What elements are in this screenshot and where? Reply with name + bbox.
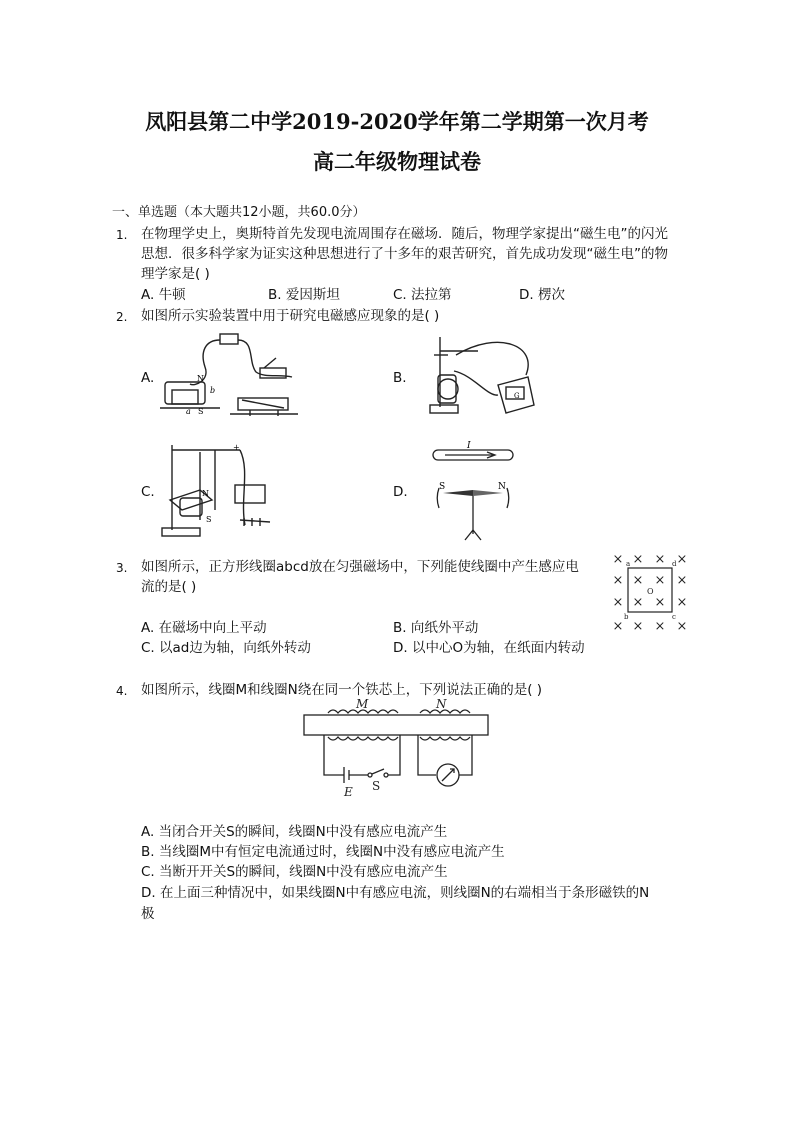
q3-line-1: 如图所示，正方形线圈abcd放在匀强磁场中，下列能使线圈中产生感应电 bbox=[141, 559, 579, 575]
q3-option-a: A. 在磁场中向上平动 bbox=[141, 620, 267, 636]
q4-number: 4. bbox=[116, 684, 128, 698]
label-s: S bbox=[372, 779, 381, 793]
label-a: a bbox=[626, 560, 631, 568]
q1-line-1: 在物理学史上，奥斯特首先发现电流周围存在磁场．随后，物理学家提出“磁生电”的闪光 bbox=[141, 226, 668, 242]
cross-mark: × bbox=[612, 573, 624, 588]
label-s: S bbox=[206, 515, 212, 524]
q1-option-d: D. 楞次 bbox=[519, 287, 565, 303]
label-a: a bbox=[186, 407, 191, 416]
label-s: S bbox=[439, 482, 446, 492]
label-s: S bbox=[198, 407, 204, 416]
page-title: 凤阳县第二中学2019-2020学年第二学期第一次月考 bbox=[145, 109, 649, 134]
q1-line-3: 理学家是( ) bbox=[141, 266, 210, 282]
q4-option-b: B. 当线圈M中有恒定电流通过时，线圈N中没有感应电流产生 bbox=[141, 844, 505, 860]
cross-mark: × bbox=[676, 552, 688, 567]
label-plus: + bbox=[233, 443, 240, 452]
label-o: O bbox=[647, 587, 654, 596]
q3-figure bbox=[608, 548, 692, 634]
q2-option-c: C. bbox=[141, 484, 155, 500]
q1-option-a: A. 牛顿 bbox=[141, 287, 186, 303]
label-g: G bbox=[514, 392, 520, 400]
q4-option-c: C. 当断开开关S的瞬间，线圈N中没有感应电流产生 bbox=[141, 864, 448, 880]
label-e: E bbox=[344, 785, 353, 799]
q1-option-c: C. 法拉第 bbox=[393, 287, 452, 303]
q3-option-c: C. 以ad边为轴，向纸外转动 bbox=[141, 640, 311, 656]
q2-option-d: D. bbox=[393, 484, 408, 500]
section-heading: 一、单选题（本大题共12小题，共60.0分） bbox=[112, 205, 366, 220]
label-c: c bbox=[672, 613, 676, 621]
q4-figure bbox=[300, 697, 492, 801]
q2-figure-d bbox=[425, 438, 525, 548]
q2-number: 2. bbox=[116, 310, 128, 324]
label-n: N bbox=[197, 374, 204, 383]
cross-mark: × bbox=[654, 573, 666, 588]
cross-mark: × bbox=[632, 595, 644, 610]
cross-mark: × bbox=[676, 619, 688, 634]
q2-figure-a bbox=[160, 332, 300, 420]
cross-mark: × bbox=[612, 552, 624, 567]
q1-option-b: B. 爱因斯坦 bbox=[268, 287, 340, 303]
q2-option-b: B. bbox=[393, 370, 407, 386]
cross-mark: × bbox=[654, 619, 666, 634]
label-n: N bbox=[498, 482, 506, 492]
q1-number: 1. bbox=[116, 228, 128, 242]
cross-mark: × bbox=[654, 552, 666, 567]
q3-option-d: D. 以中心O为轴，在纸面内转动 bbox=[393, 640, 585, 656]
q3-number: 3. bbox=[116, 561, 128, 575]
q4-stem: 如图所示，线圈M和线圈N绕在同一个铁芯上，下列说法正确的是( ) bbox=[141, 682, 543, 698]
q2-figure-c bbox=[160, 440, 280, 540]
label-d: d bbox=[672, 560, 677, 568]
q3-option-b: B. 向纸外平动 bbox=[393, 620, 479, 636]
cross-mark: × bbox=[632, 573, 644, 588]
q2-option-a: A. bbox=[141, 370, 155, 386]
q4-option-a: A. 当闭合开关S的瞬间，线圈N中没有感应电流产生 bbox=[141, 824, 448, 840]
q1-line-2: 思想．很多科学家为证实这种思想进行了十多年的艰苦研究，首先成功发现“磁生电”的物 bbox=[141, 246, 668, 262]
label-m: M bbox=[356, 697, 369, 711]
label-n: N bbox=[202, 489, 209, 498]
cross-mark: × bbox=[632, 619, 644, 634]
cross-mark: × bbox=[632, 552, 644, 567]
cross-mark: × bbox=[612, 619, 624, 634]
q4-option-d-continued: 极 bbox=[141, 906, 155, 922]
page-subtitle: 高二年级物理试卷 bbox=[313, 149, 481, 174]
q4-option-d: D. 在上面三种情况中，如果线圈N中有感应电流，则线圈N的右端相当于条形磁铁的N bbox=[141, 885, 650, 901]
cross-mark: × bbox=[654, 595, 666, 610]
q2-figure-b bbox=[418, 335, 538, 420]
q2-stem: 如图所示实验装置中用于研究电磁感应现象的是( ) bbox=[141, 308, 440, 324]
label-b: b bbox=[210, 386, 216, 395]
cross-mark: × bbox=[612, 595, 624, 610]
label-b: b bbox=[624, 613, 629, 621]
label-i: I bbox=[467, 441, 471, 451]
cross-mark: × bbox=[676, 573, 688, 588]
q3-line-2: 流的是( ) bbox=[141, 579, 197, 595]
cross-mark: × bbox=[676, 595, 688, 610]
label-n: N bbox=[436, 697, 447, 711]
